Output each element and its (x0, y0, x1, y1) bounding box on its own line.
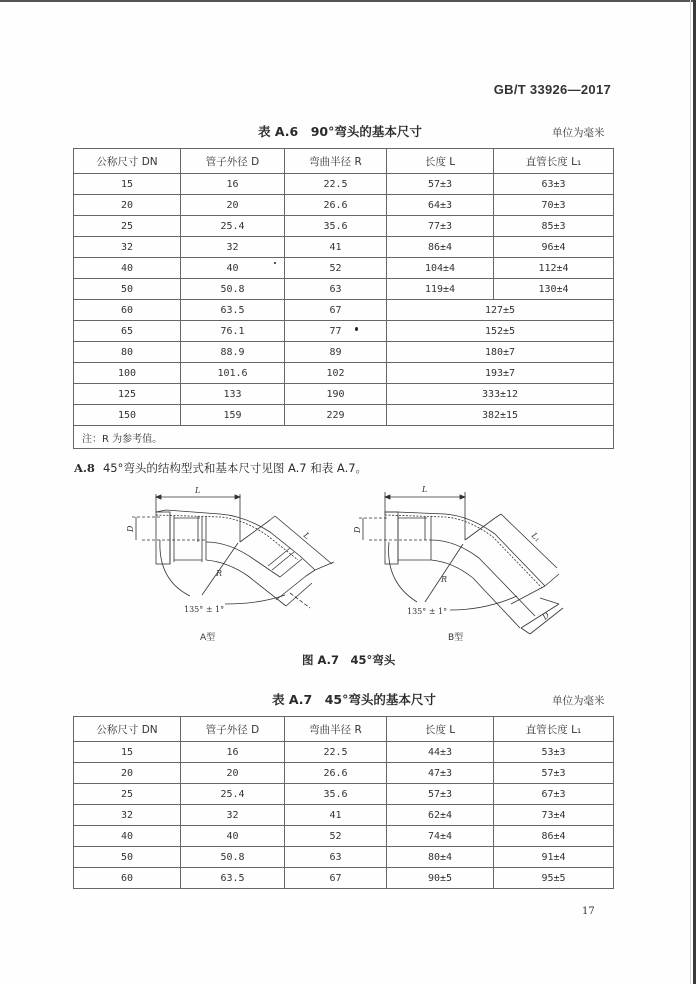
table-row (74, 868, 614, 889)
page-number: 17 (582, 906, 595, 917)
table-cell: 53±3 (494, 742, 614, 763)
column-header: 直管长度 L₁ (494, 149, 614, 174)
table-cell: 47±3 (387, 763, 494, 784)
page-edge (0, 0, 696, 2)
table-cell: 40 (181, 826, 285, 847)
table-cell: 159 (181, 405, 285, 426)
angle-arc (160, 540, 190, 596)
table-cell: 15 (74, 174, 181, 195)
table-cell: 76.1 (181, 321, 285, 342)
label-L: L (422, 485, 428, 494)
label-L1: L₁ (529, 530, 542, 544)
table-cell: 127±5 (387, 300, 614, 321)
label-R: R (216, 569, 223, 578)
table-cell: 57±3 (387, 174, 494, 195)
table-cell: 95±5 (494, 868, 614, 889)
table-row (74, 195, 614, 216)
label-D2: D (540, 610, 552, 622)
table-cell: 63.5 (181, 868, 285, 889)
table-cell: 90±5 (387, 868, 494, 889)
table-cell: 67±3 (494, 784, 614, 805)
table-cell: 190 (285, 384, 387, 405)
table-cell: 50 (74, 847, 181, 868)
table-header-row (74, 717, 614, 742)
table-cell: 15 (74, 742, 181, 763)
column-header: 管子外径 D (181, 149, 285, 174)
page-edge (690, 0, 691, 984)
outer-wall (156, 510, 300, 556)
section-a8 (74, 460, 367, 476)
table-cell: 22.5 (285, 174, 387, 195)
column-header: 长度 L (387, 717, 494, 742)
table-cell: 26.6 (285, 763, 387, 784)
table-header-row (74, 149, 614, 174)
table-cell: 25.4 (181, 784, 285, 805)
table-cell: 22.5 (285, 742, 387, 763)
table-cell: 41 (285, 805, 387, 826)
table-cell: 70±3 (494, 195, 614, 216)
label-L: L (195, 486, 201, 495)
table-row (74, 258, 614, 279)
inner-wall (206, 560, 248, 576)
table-row (74, 384, 614, 405)
table-cell: 16 (181, 174, 285, 195)
table-cell: 101.6 (181, 363, 285, 384)
figure-a7-caption: 图 A.7 45°弯头 (302, 653, 396, 667)
table-cell: 73±4 (494, 805, 614, 826)
table-cell: 180±7 (387, 342, 614, 363)
table-row (74, 363, 614, 384)
elbow-45-type-b-drawing (345, 478, 565, 638)
table-cell: 77±3 (387, 216, 494, 237)
table-cell: 63±3 (494, 174, 614, 195)
table-row (74, 826, 614, 847)
standard-code: GB/T 33926—2017 (493, 82, 611, 97)
table-cell: 193±7 (387, 363, 614, 384)
table-cell: 50.8 (181, 847, 285, 868)
table-cell: 150 (74, 405, 181, 426)
label-D: D (126, 525, 135, 532)
socket-ring (385, 512, 398, 564)
table-cell: 35.6 (285, 216, 387, 237)
table-cell: 104±4 (387, 258, 494, 279)
column-header: 管子外径 D (181, 717, 285, 742)
table-cell: 26.6 (285, 195, 387, 216)
table-cell: 60 (74, 300, 181, 321)
label-R: R (441, 575, 448, 584)
table-cell: 77 (285, 321, 387, 342)
table-cell: 80±4 (387, 847, 494, 868)
table-cell: 130±4 (494, 279, 614, 300)
table-cell: 50 (74, 279, 181, 300)
column-header: 弯曲半径 R (285, 717, 387, 742)
table-cell: 52 (285, 258, 387, 279)
table-cell: 64±3 (387, 195, 494, 216)
inner-wall (206, 542, 255, 560)
table-cell: 57±3 (387, 784, 494, 805)
table-cell: 229 (285, 405, 387, 426)
column-header: 直管长度 L₁ (494, 717, 614, 742)
table-cell: 88.9 (181, 342, 285, 363)
table-note-row (74, 426, 614, 449)
table-cell: 67 (285, 868, 387, 889)
table-cell: 32 (181, 237, 285, 258)
table-cell: 41 (285, 237, 387, 258)
table-row (74, 805, 614, 826)
angle-label: 135° ± 1° (184, 605, 225, 614)
type-b-label: B型 (448, 633, 464, 643)
table-cell: 35.6 (285, 784, 387, 805)
table-row (74, 321, 614, 342)
table-row (74, 784, 614, 805)
table-a6-unit: 单位为毫米 (552, 127, 605, 139)
column-header: 公称尺寸 DN (74, 149, 181, 174)
table-row (74, 342, 614, 363)
angle-label: 135° ± 1° (407, 607, 448, 616)
dimension-line-L1 (275, 516, 332, 564)
table-row (74, 237, 614, 258)
table-row (74, 216, 614, 237)
type-a-label: A型 (200, 633, 216, 643)
table-cell: 91±4 (494, 847, 614, 868)
table-a6 (73, 148, 614, 449)
section-text: 45°弯头的结构型式和基本尺寸见图 A.7 和表 A.7。 (102, 461, 368, 475)
table-cell: 32 (74, 805, 181, 826)
table-cell: 96±4 (494, 237, 614, 258)
table-cell: 63 (285, 279, 387, 300)
table-cell: 67 (285, 300, 387, 321)
dimension-line-L1 (501, 514, 557, 568)
table-row (74, 279, 614, 300)
elbow-45-type-a-drawing (120, 480, 340, 630)
table-cell: 50.8 (181, 279, 285, 300)
table-cell: 80 (74, 342, 181, 363)
column-header: 公称尺寸 DN (74, 717, 181, 742)
table-cell: 86±4 (387, 237, 494, 258)
label-D: D (353, 526, 362, 533)
label-L1: L (301, 530, 312, 541)
table-cell: 57±3 (494, 763, 614, 784)
table-row (74, 847, 614, 868)
table-cell: 25 (74, 784, 181, 805)
scan-speck (355, 327, 358, 331)
table-cell: 25.4 (181, 216, 285, 237)
table-row (74, 174, 614, 195)
table-a7-unit: 单位为毫米 (552, 695, 605, 707)
table-cell: 32 (181, 805, 285, 826)
table-cell: 40 (74, 826, 181, 847)
angle-arc (389, 542, 417, 602)
table-cell: 382±15 (387, 405, 614, 426)
column-header: 长度 L (387, 149, 494, 174)
table-cell: 40 (181, 258, 285, 279)
table-cell: 40 (74, 258, 181, 279)
table-cell: 63 (285, 847, 387, 868)
table-a7-caption: 表 A.7 45°弯头的基本尺寸 (272, 692, 436, 707)
table-cell: 333±12 (387, 384, 614, 405)
table-cell: 85±3 (494, 216, 614, 237)
section-number: A.8 (74, 461, 95, 475)
scan-speck (274, 262, 276, 264)
table-cell: 62±4 (387, 805, 494, 826)
table-cell: 152±5 (387, 321, 614, 342)
table-cell: 125 (74, 384, 181, 405)
table-cell: 44±3 (387, 742, 494, 763)
table-cell: 20 (74, 195, 181, 216)
table-cell: 100 (74, 363, 181, 384)
table-cell: 20 (74, 763, 181, 784)
column-header: 弯曲半径 R (285, 149, 387, 174)
table-note: 注：R 为参考值。 (74, 426, 614, 449)
table-cell: 112±4 (494, 258, 614, 279)
outer-wall-hatch (385, 515, 542, 588)
socket-ring (156, 512, 170, 564)
angle-arc (450, 596, 517, 610)
table-cell: 20 (181, 763, 285, 784)
table-cell: 86±4 (494, 826, 614, 847)
table-row (74, 405, 614, 426)
table-a6-caption: 表 A.6 90°弯头的基本尺寸 (258, 124, 422, 139)
table-cell: 25 (74, 216, 181, 237)
table-cell: 63.5 (181, 300, 285, 321)
table-cell: 65 (74, 321, 181, 342)
table-a7 (73, 716, 614, 889)
table-row (74, 763, 614, 784)
table-cell: 133 (181, 384, 285, 405)
table-cell: 89 (285, 342, 387, 363)
table-cell: 102 (285, 363, 387, 384)
table-cell: 74±4 (387, 826, 494, 847)
table-cell: 60 (74, 868, 181, 889)
table-cell: 119±4 (387, 279, 494, 300)
inner-wall (431, 560, 520, 628)
table-cell: 20 (181, 195, 285, 216)
table-cell: 16 (181, 742, 285, 763)
table-row (74, 300, 614, 321)
table-row (74, 742, 614, 763)
table-cell: 32 (74, 237, 181, 258)
table-cell: 52 (285, 826, 387, 847)
